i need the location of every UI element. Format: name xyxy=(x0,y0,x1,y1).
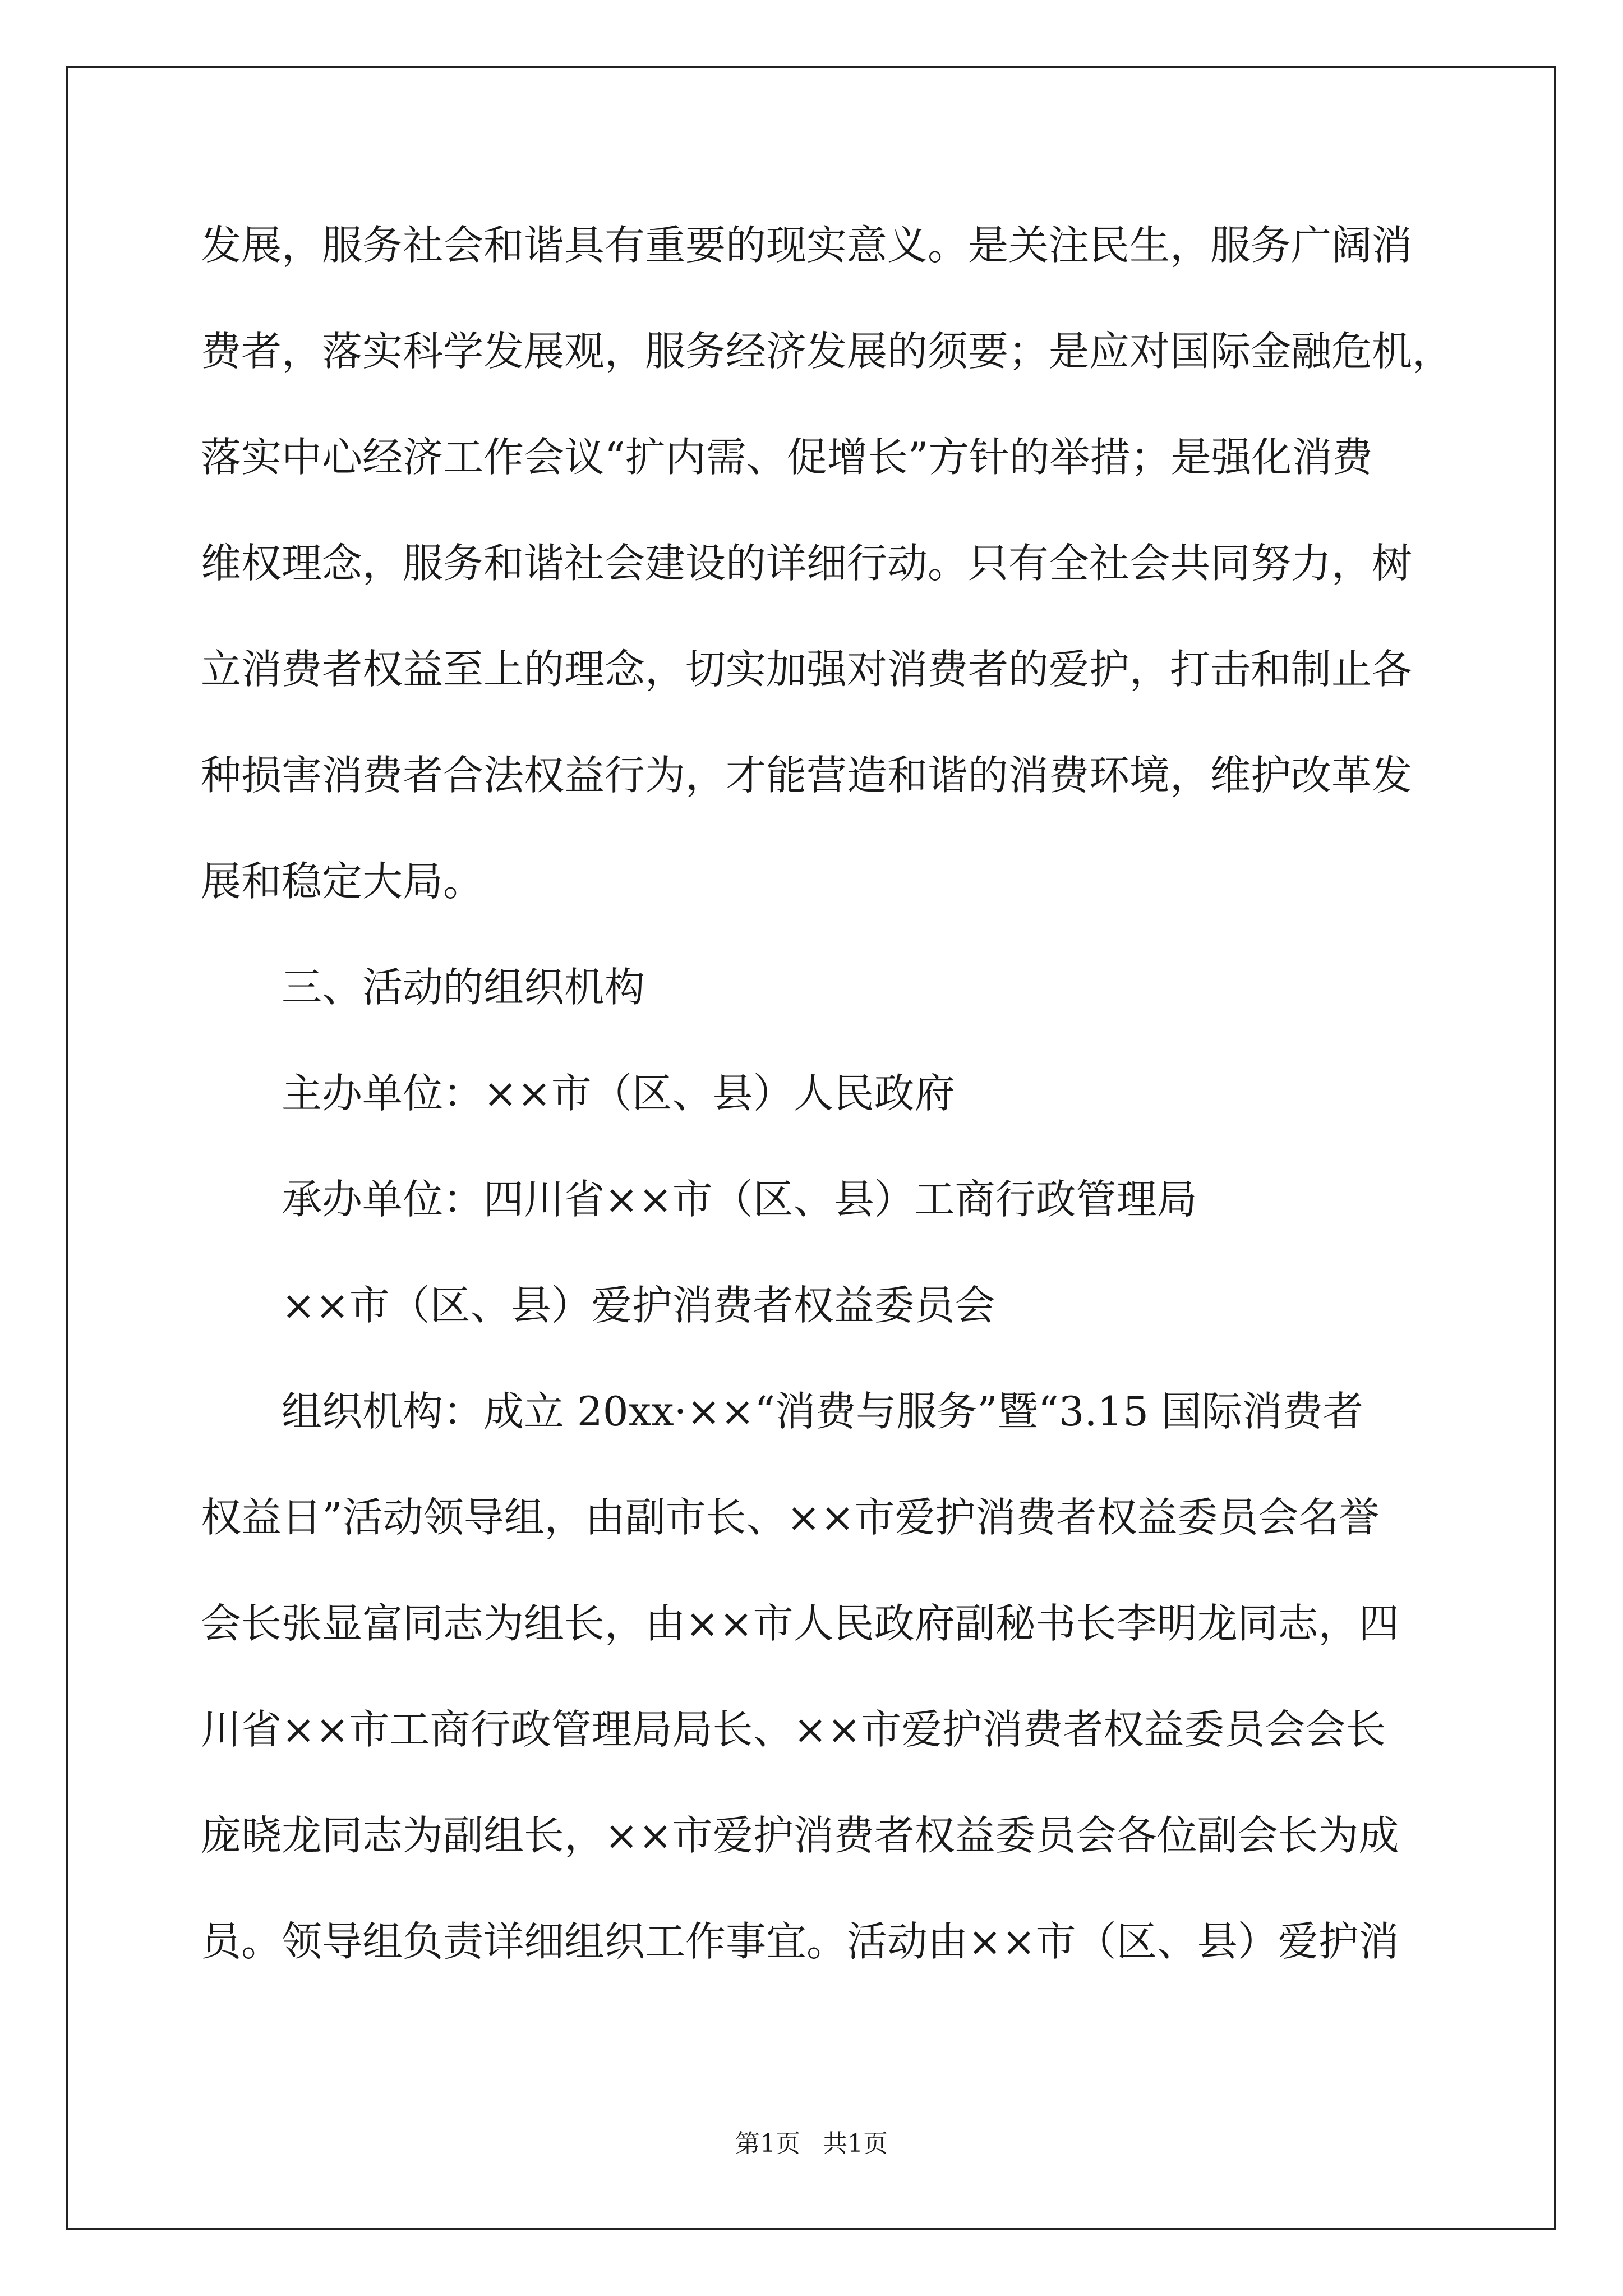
organizer-unit-line-2: ××市（区、县）爱护消费者权益委员会 xyxy=(282,1282,995,1329)
paragraph-line: 川省××市工商行政管理局局长、××市爱护消费者权益委员会会长 xyxy=(201,1706,1386,1753)
paragraph-line: 权益日”活动领导组，由副市长、××市爱护消费者权益委员会名誉 xyxy=(201,1494,1380,1541)
paragraph-line: 费者，落实科学发展观，服务经济发展的须要；是应对国际金融危机， xyxy=(201,328,1453,375)
document-body xyxy=(201,214,1453,2017)
paragraph-line: 组织机构：成立 20xx·××“消费与服务”暨“3.15 国际消费者 xyxy=(282,1388,1363,1435)
host-unit-line: 主办单位：××市（区、县）人民政府 xyxy=(282,1070,955,1117)
paragraph-line: 员。领导组负责详细组织工作事宜。活动由××市（区、县）爱护消 xyxy=(201,1918,1399,1965)
paragraph-line: 会长张显富同志为组长，由××市人民政府副秘书长李明龙同志，四 xyxy=(201,1600,1399,1647)
page-total: 共1页 xyxy=(823,2129,888,2158)
paragraph-line: 落实中心经济工作会议“扩内需、促增长”方针的举措；是强化消费 xyxy=(201,434,1373,481)
page-number: 第1页 xyxy=(735,2129,800,2158)
section-heading: 三、活动的组织机构 xyxy=(282,964,645,1011)
paragraph-line: 维权理念，服务和谐社会建设的详细行动。只有全社会共同努力，树 xyxy=(201,540,1413,587)
paragraph-line: 种损害消费者合法权益行为，才能营造和谐的消费环境，维护改革发 xyxy=(201,752,1413,799)
paragraph-line: 庞晓龙同志为副组长，××市爱护消费者权益委员会各位副会长为成 xyxy=(201,1812,1399,1859)
paragraph-line: 发展，服务社会和谐具有重要的现实意义。是关注民生，服务广阔消 xyxy=(201,222,1413,269)
organizer-unit-line: 承办单位：四川省××市（区、县）工商行政管理局 xyxy=(282,1176,1197,1223)
paragraph-line: 展和稳定大局。 xyxy=(201,858,484,905)
paragraph-line: 立消费者权益至上的理念，切实加强对消费者的爱护，打击和制止各 xyxy=(201,646,1413,693)
page-footer xyxy=(0,2127,1623,2161)
